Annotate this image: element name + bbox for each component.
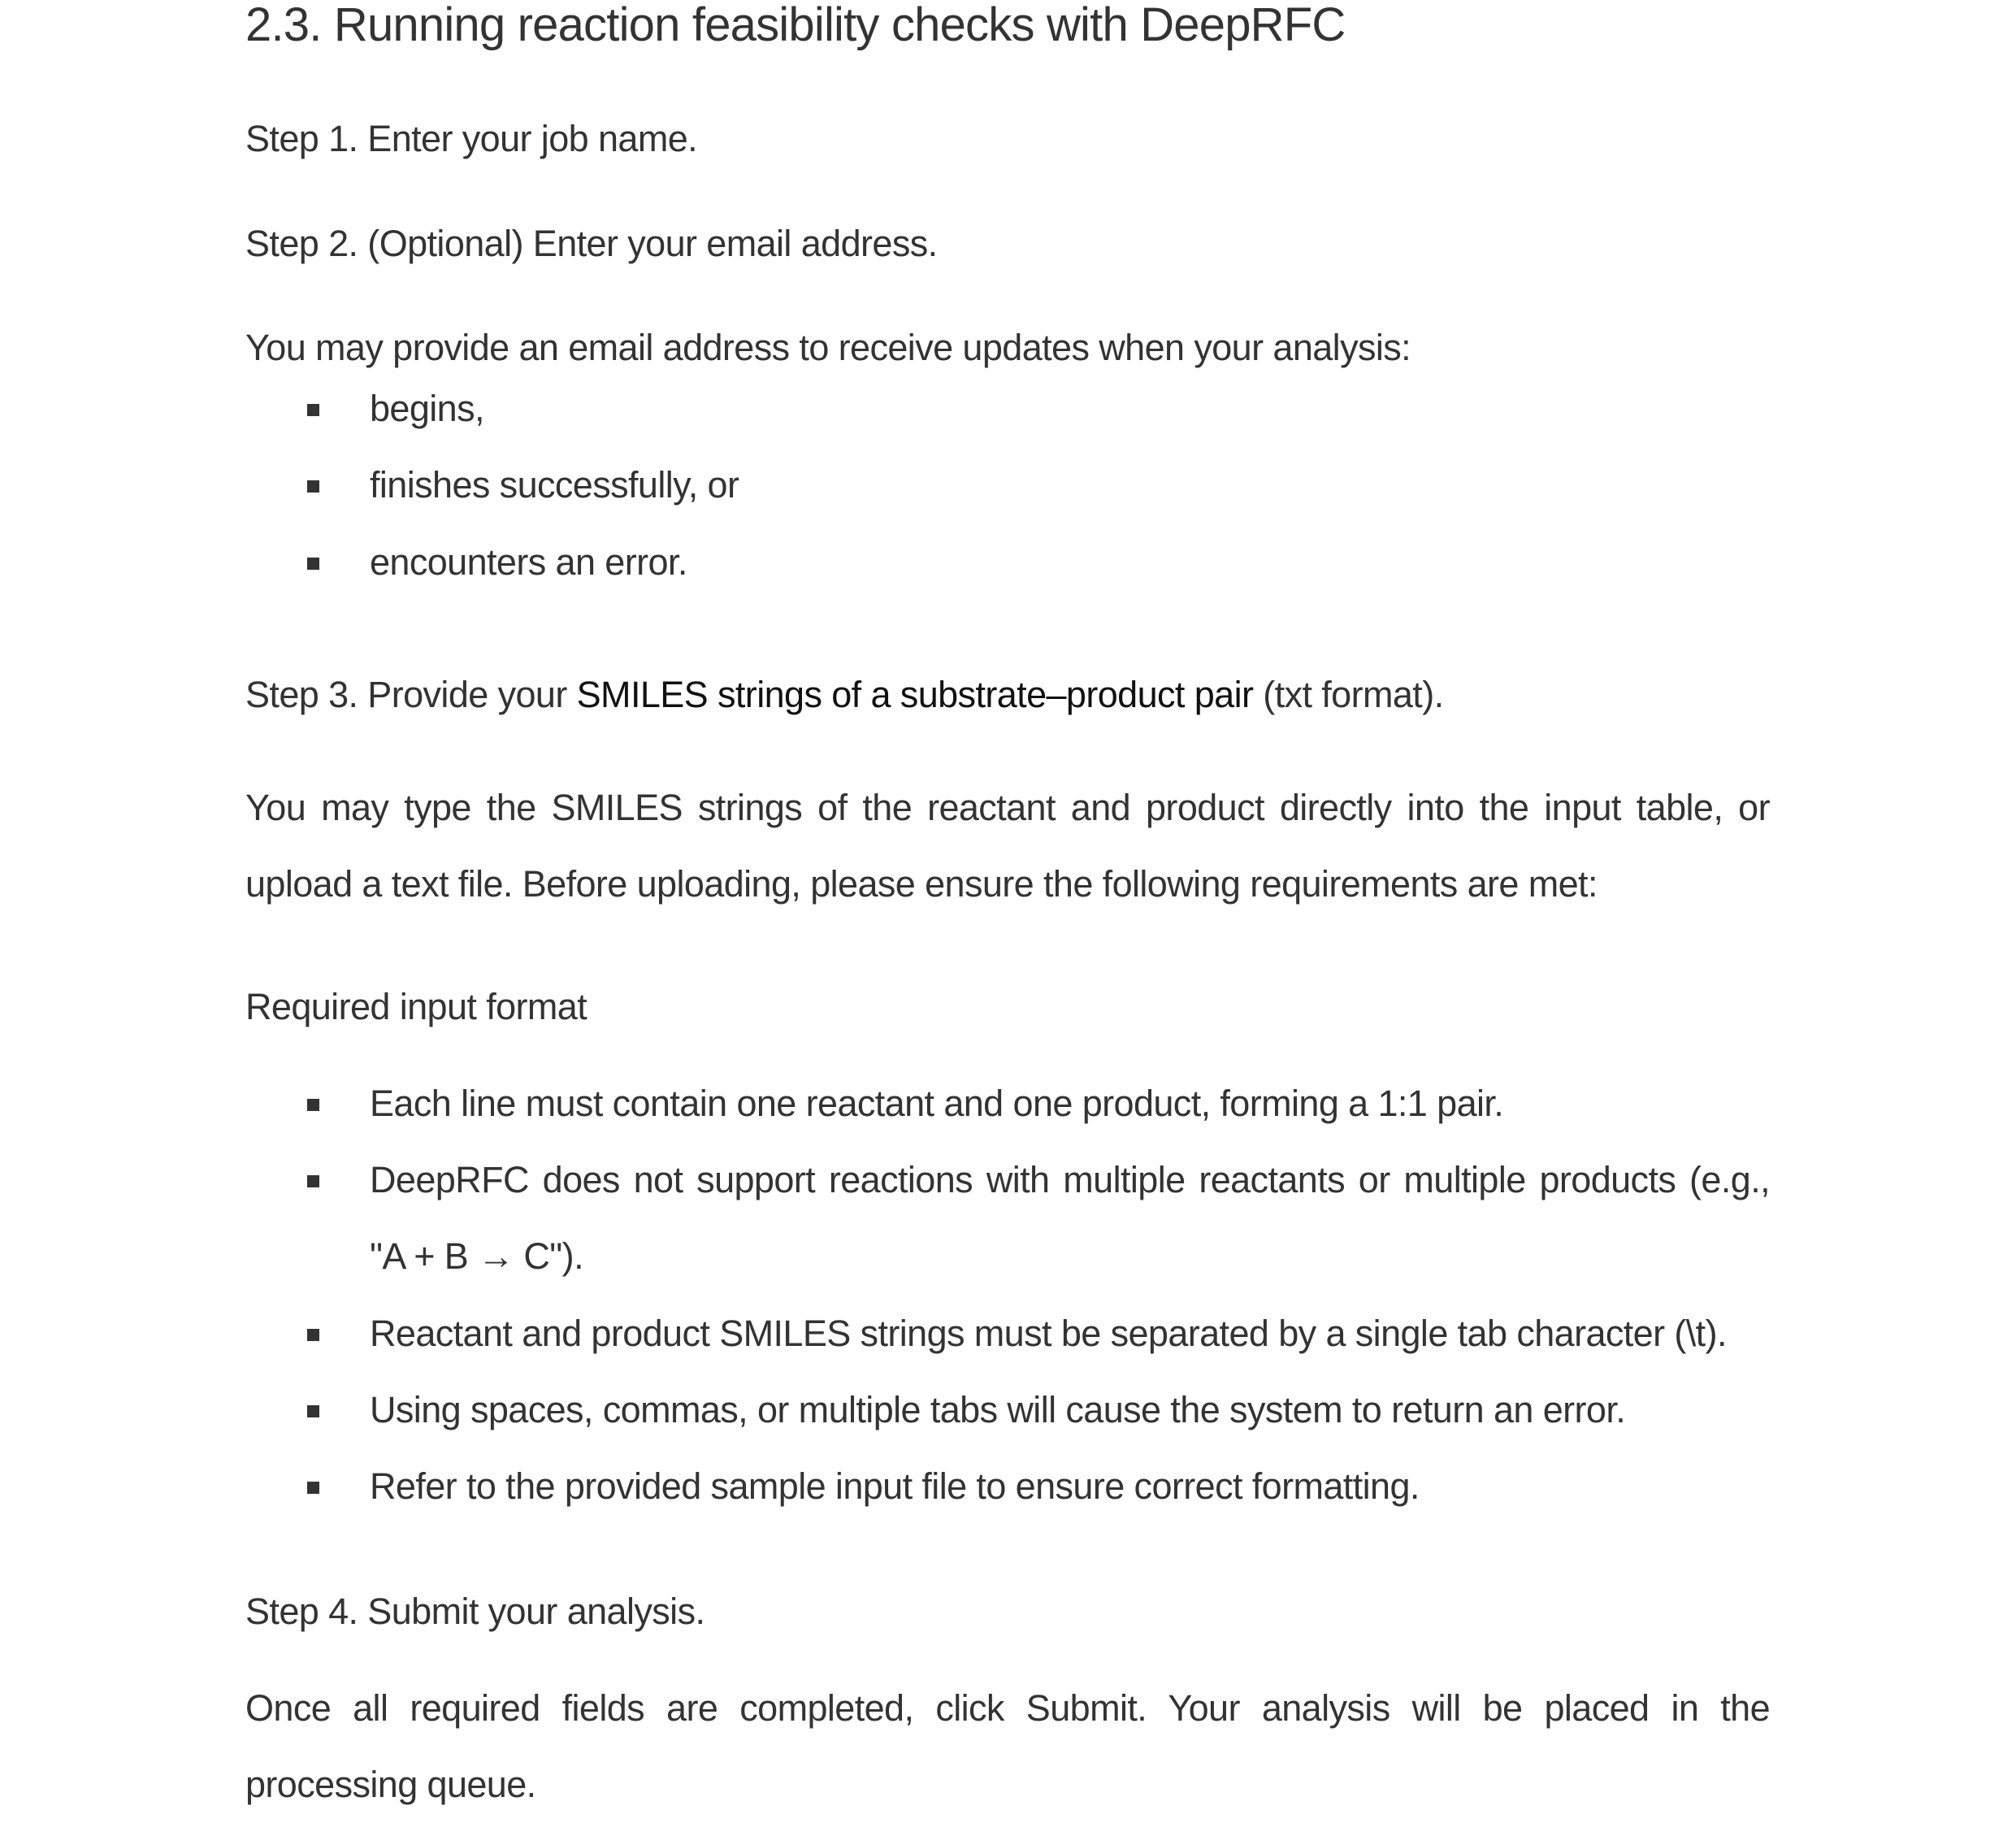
list-item-text: DeepRFC does not support reactions with multiple reactants or multiple products (e.g., "A + B → C"). bbox=[370, 1159, 1770, 1277]
step-3-prefix: Step 3. Provide your bbox=[245, 674, 577, 715]
step-2-text: Step 2. (Optional) Enter your email address. bbox=[245, 223, 938, 264]
square-bullet-icon bbox=[307, 1175, 319, 1187]
list-item-text: Using spaces, commas, or multiple tabs will cause the system to return an error. bbox=[370, 1389, 1626, 1430]
square-bullet-icon bbox=[307, 480, 319, 493]
step-4-text: Step 4. Submit your analysis. bbox=[245, 1591, 705, 1632]
list-item-text: Each line must contain one reactant and one product, forming a 1:1 pair. bbox=[370, 1083, 1504, 1124]
square-bullet-icon bbox=[307, 404, 319, 416]
required-format-heading: Required input format bbox=[245, 986, 587, 1027]
step-3-suffix: (txt format). bbox=[1253, 674, 1444, 715]
step-4-paragraph: Once all required fields are completed, click Submit. Your analysis will be placed in the processing queue. bbox=[245, 1687, 1770, 1805]
list-item-text: begins, bbox=[370, 388, 484, 429]
square-bullet-icon bbox=[307, 1482, 319, 1494]
step-3-text bbox=[245, 676, 1444, 713]
square-bullet-icon bbox=[307, 1099, 319, 1111]
email-intro-text: You may provide an email address to receive updates when your analysis: bbox=[245, 327, 1411, 368]
square-bullet-icon bbox=[307, 558, 319, 570]
section-title: 2.3. Running reaction feasibility checks with DeepRFC bbox=[245, 0, 1346, 51]
step-3-paragraph: You may type the SMILES strings of the reactant and product directly into the input table, or upload a text file. Before uploading, please ensure the following requirements are met: bbox=[245, 787, 1770, 905]
list-item-text: Reactant and product SMILES strings must be separated by a single tab character (\t). bbox=[370, 1313, 1727, 1354]
step-3-emphasis: SMILES strings of a substrate–product pair bbox=[576, 674, 1254, 715]
step-1-text: Step 1. Enter your job name. bbox=[245, 118, 698, 159]
square-bullet-icon bbox=[307, 1405, 319, 1417]
list-item-text: Refer to the provided sample input file to ensure correct formatting. bbox=[370, 1465, 1420, 1507]
square-bullet-icon bbox=[307, 1329, 319, 1341]
list-item-text: finishes successfully, or bbox=[370, 464, 739, 506]
list-item-text: encounters an error. bbox=[370, 541, 687, 583]
